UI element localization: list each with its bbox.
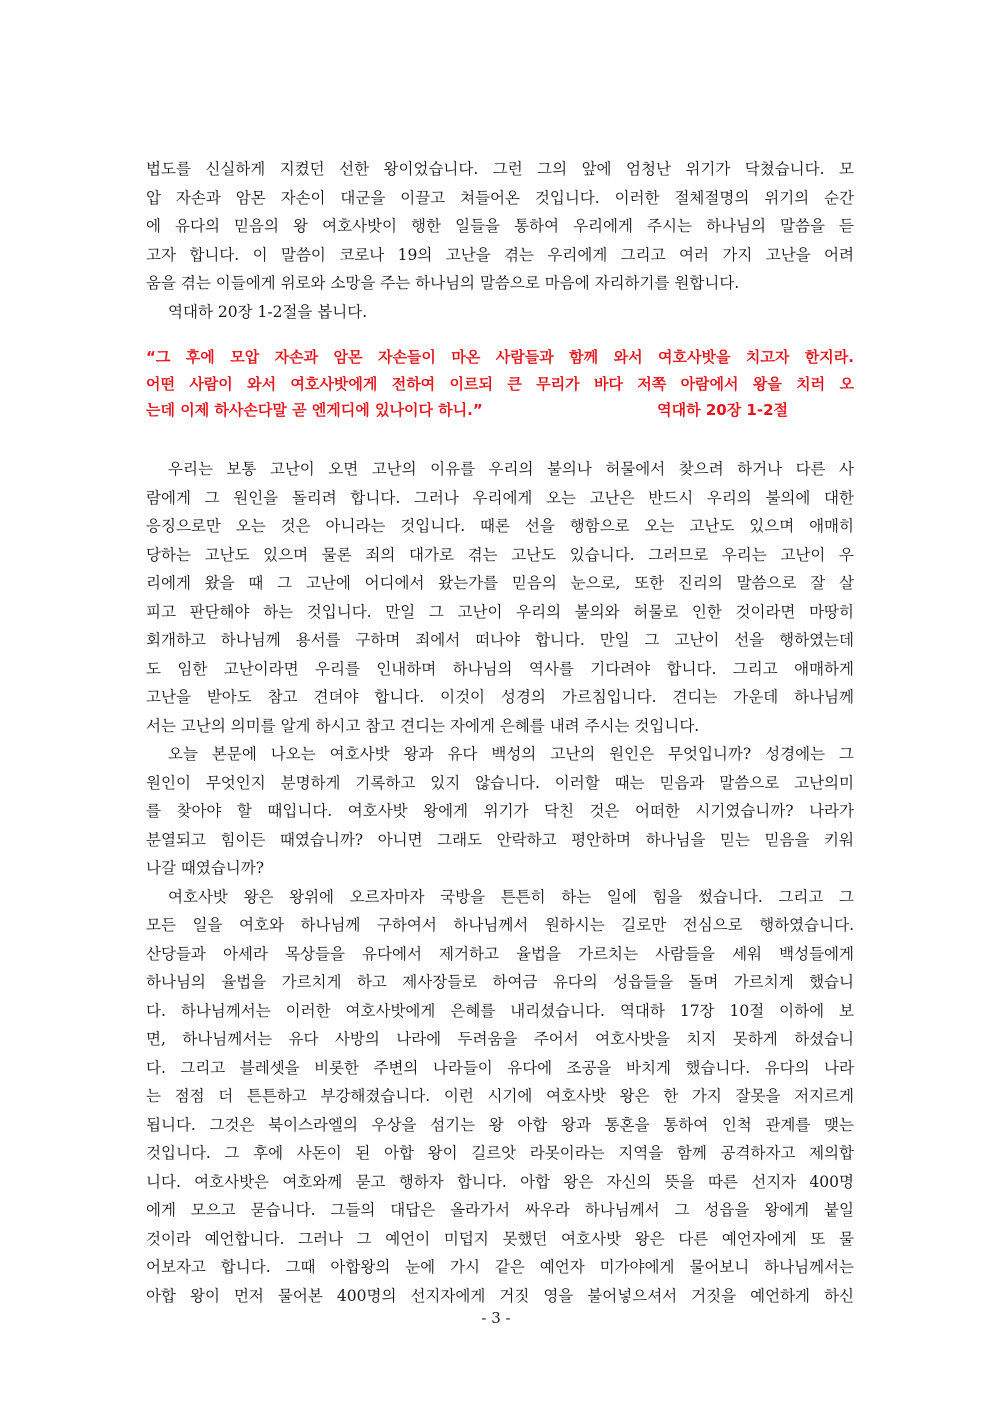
- page-number: - 3 -: [481, 1309, 511, 1327]
- text-line: 것이라 예언합니다. 그러나 그 예언이 미덥지 못했던 여호사밧 왕은 다른 예언자에게 또 물: [146, 1229, 854, 1248]
- text-line: 역대하 20장 1-2절을 봅니다.: [168, 302, 368, 321]
- body-paragraph: [146, 455, 854, 1310]
- text-line: 다. 그리고 블레셋을 비롯한 주변의 나라들이 유다에 조공을 바치게 했습니다. 유다의 나라: [146, 1058, 854, 1077]
- text-line: 것입니다. 그 후에 사돈이 된 아합 왕이 길르앗 라못이라는 지역을 함께 공격하자고 제의합: [146, 1144, 854, 1162]
- text-line: 서는 고난의 의미를 알게 하시고 참고 견디는 자에게 은혜를 내려 주시는 것입니다.: [146, 716, 700, 735]
- text-line: 아합 왕이 먼저 물어본 400명의 선지자에게 거짓 영을 불어넣으셔서 거짓을 예언하게 하신: [146, 1286, 854, 1305]
- intro-paragraph: [146, 155, 854, 326]
- text-line: 오늘 본문에 나오는 여호사밧 왕과 유다 백성의 고난의 원인은 무엇입니까? 성경에는 그: [168, 745, 854, 763]
- text-line: 피고 판단해야 하는 것입니다. 만일 그 고난이 우리의 불의와 허물로 인한 것이라면 마땅히: [146, 602, 854, 621]
- quote-line: 어떤 사람이 와서 여호사밧에게 전하여 이르되 큰 무리가 바다 저쪽 아람에서 왕을 치러 오: [146, 374, 854, 393]
- quote-line: “그 후에 모압 자손과 암몬 자손들이 마온 사람들과 함께 와서 여호사밧을 치고자 한지라.: [146, 348, 854, 366]
- text-line: 회개하고 하나님께 용서를 구하며 죄에서 떠나야 합니다. 만일 그 고난이 선을 행하였는데: [146, 631, 854, 649]
- text-line: 움을 겪는 이들에게 위로와 소망을 주는 하나님의 말씀으로 마음에 자리하기를 원합니다.: [146, 274, 740, 292]
- scripture-reference: 역대하 20장 1-2절: [657, 401, 788, 419]
- text-line: 고난을 받아도 참고 견뎌야 합니다. 이것이 성경의 가르침입니다. 견디는 가운데 하나님께: [146, 688, 854, 706]
- text-line: 모든 일을 여호와 하나님께 구하여서 하나님께서 원하시는 길로만 전심으로 행하였습니다.: [146, 916, 854, 934]
- text-line: 응징으로만 오는 것은 아니라는 것입니다. 때론 선을 행함으로 오는 고난도 있으며 애매히: [146, 517, 854, 535]
- text-line: 나갈 때였습니까?: [146, 859, 265, 877]
- text-line: 분열되고 힘이든 때였습니까? 아니면 그래도 안락하고 평안하며 하나님을 믿는 믿음을 키워: [146, 830, 854, 849]
- quote-last-line: [146, 397, 854, 424]
- text-line: 원인이 무엇인지 분명하게 기록하고 있지 않습니다. 이러할 때는 믿음과 말씀으로 고난의미: [146, 773, 854, 792]
- text-line: 리에게 왔을 때 그 고난에 어디에서 왔는가를 믿음의 눈으로, 또한 진리의 말씀으로 잘 살: [146, 574, 854, 592]
- text-line: 압 자손과 암몬 자손이 대군을 이끌고 쳐들어온 것입니다. 이러한 절체절명의 위기의 순간: [146, 188, 854, 207]
- text-line: 를 찾아야 할 때입니다. 여호사밧 왕에게 위기가 닥친 것은 어떠한 시기였습니까? 나라가: [146, 802, 854, 820]
- text-line: 당하는 고난도 있으며 물론 죄의 대가로 겪는 고난도 있습니다. 그러므로 우리는 고난이 우: [146, 545, 854, 564]
- text-line: 여호사밧 왕은 왕위에 오르자마자 국방을 튼튼히 하는 일에 힘을 썼습니다. 그리고 그: [168, 887, 854, 906]
- quote-line: 는데 이제 하사손다말 곧 엔게디에 있나이다 하니.”: [146, 401, 483, 419]
- text-line: 면, 하나님께서는 유다 사방의 나라에 두려움을 주어서 여호사밧을 치지 못하게 하셨습니: [146, 1030, 854, 1048]
- text-line: 니다. 여호사밧은 여호와께 묻고 행하자 합니다. 아합 왕은 자신의 뜻을 따른 선지자 400명: [146, 1172, 854, 1191]
- text-line: 는 점점 더 튼튼하고 부강해졌습니다. 이런 시기에 여호사밧 왕은 한 가지 잘못을 저지르게: [146, 1087, 854, 1105]
- text-line: 다. 하나님께서는 이러한 여호사밧에게 은혜를 내리셨습니다. 역대하 17장 10절 이하에 보: [146, 1001, 854, 1020]
- text-line: 람에게 그 원인을 돌리려 합니다. 그러나 우리에게 오는 고난은 반드시 우리의 불의에 대한: [146, 488, 854, 507]
- text-line: 고자 합니다. 이 말씀이 코로나 19의 고난을 겪는 우리에게 그리고 여러 가지 고난을 어려: [146, 245, 854, 264]
- text-line: 에게 모으고 묻습니다. 그들의 대답은 올라가서 싸우라 하나님께서 그 성읍을 왕에게 붙일: [146, 1201, 854, 1219]
- text-line: 산당들과 아세라 목상들을 유다에서 제거하고 율법을 가르치는 사람들을 세워 백성들에게: [146, 944, 854, 963]
- text-line: 됩니다. 그것은 북이스라엘의 우상을 섬기는 왕 아합 왕과 통혼을 통하여 인척 관계를 맺는: [146, 1115, 854, 1134]
- text-line: 도 임한 고난이라면 우리를 인내하며 하나님의 역사를 기다려야 합니다. 그리고 애매하게: [146, 659, 854, 678]
- text-line: 어보자고 합니다. 그때 아합왕의 눈에 가시 같은 예언자 미가야에게 물어보니 하나님께서는: [146, 1258, 854, 1276]
- text-line: 에 유다의 믿음의 왕 여호사밧이 행한 일들을 통하여 우리에게 주시는 하나님의 말씀을 듣: [146, 217, 854, 235]
- text-line: 법도를 신실하게 지켰던 선한 왕이었습니다. 그런 그의 앞에 엄청난 위기가 닥쳤습니다. 모: [146, 160, 854, 178]
- text-line: 하나님의 율법을 가르치게 하고 제사장들로 하여금 유다의 성읍들을 돌며 가르치게 했습니: [146, 973, 854, 991]
- scripture-quote: [146, 344, 854, 424]
- text-line: 우리는 보통 고난이 오면 고난의 이유를 우리의 불의나 허물에서 찾으려 하거나 다른 사: [168, 460, 854, 478]
